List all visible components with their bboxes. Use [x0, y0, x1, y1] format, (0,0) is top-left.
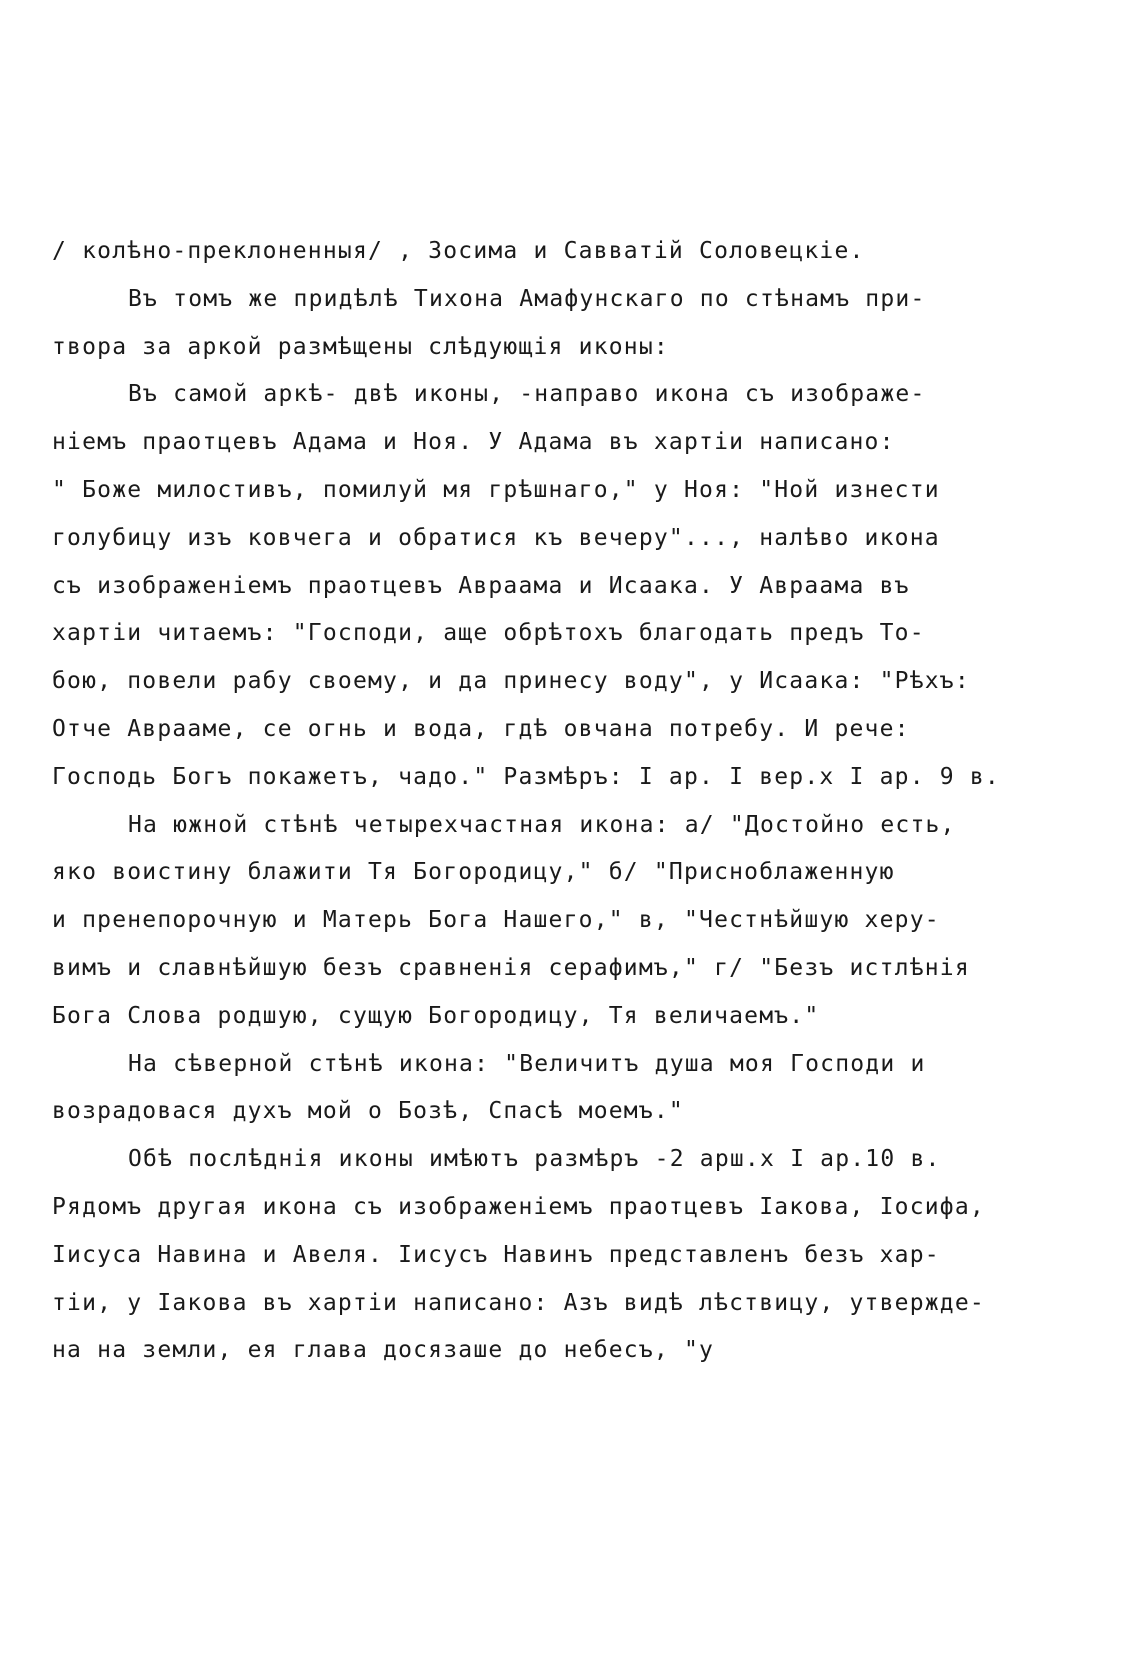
text-line: Обѣ послѣднія иконы имѣютъ размѣръ -2 арш.х I ар.10 в. [128, 1146, 941, 1173]
text-line: возрадовася духъ мой о Бозѣ, Спасѣ моемъ." [52, 1098, 684, 1125]
text-line: Въ томъ же придѣлѣ Тихона Амафунскаго по стѣнамъ при- [128, 285, 926, 312]
text-line: Бога Слова родшую, сущую Богородицу, Тя величаемъ." [52, 1002, 820, 1029]
text-line: Отче Аврааме, се огнь и вода, гдѣ овчана потребу. И рече: [52, 715, 910, 742]
text-line: Господь Богъ покажетъ, чадо." Размѣръ: I ар. I вер.х I ар. 9 в. [52, 763, 1000, 790]
text-line: / колѣно-преклоненныя/ , Зосима и Савватій Соловецкіе. [52, 238, 865, 264]
text-line: тіи, у Іакова въ хартіи написано: Азъ видѣ лѣствицу, утвержде- [52, 1289, 985, 1316]
text-line: На южной стѣнѣ четырехчастная икона: а/ "Достойно есть, [128, 811, 956, 838]
text-line: Іисуса Навина и Авеля. Іисусъ Навинъ представленъ безъ хар- [52, 1241, 940, 1268]
text-line: бою, повели рабу своему, и да принесу воду", у Исаака: "Рѣхъ: [52, 668, 970, 695]
text-line: На сѣверной стѣнѣ икона: "Величитъ душа моя Господи и [128, 1050, 926, 1077]
text-line: твора за аркой размѣщены слѣдующія иконы: [52, 333, 669, 360]
text-line: Въ самой аркѣ- двѣ иконы, -направо икона съ изображе- [128, 381, 926, 408]
text-line: голубицу изъ ковчега и обратися къ вечеру"..., налѣво икона [52, 524, 940, 551]
text-line: съ изображеніемъ праотцевъ Авраама и Исаака. У Авраама въ [52, 572, 910, 599]
text-line: вимъ и славнѣйшую безъ сравненія серафимъ," г/ "Безъ истлѣнія [52, 954, 970, 981]
text-line: яко воистину блажити Тя Богородицу," б/ "Присноблаженную [52, 859, 895, 886]
text-line: хартіи читаемъ: "Господи, аще обрѣтохъ благодать предъ То- [52, 620, 925, 647]
document-body [52, 228, 1092, 1375]
text-line: и пренепорочную и Матерь Бога Нашего," в, "Честнѣйшую херу- [52, 907, 940, 934]
text-line: на на земли, ея глава досязаше до небесъ, "у [52, 1337, 715, 1364]
text-line: " Боже милостивъ, помилуй мя грѣшнаго," у Ноя: "Ной изнести [52, 476, 940, 503]
text-line: Рядомъ другая икона съ изображеніемъ праотцевъ Іакова, Іосифа, [52, 1193, 985, 1220]
text-line: ніемъ праотцевъ Адама и Ноя. У Адама въ хартіи написано: [52, 429, 895, 456]
